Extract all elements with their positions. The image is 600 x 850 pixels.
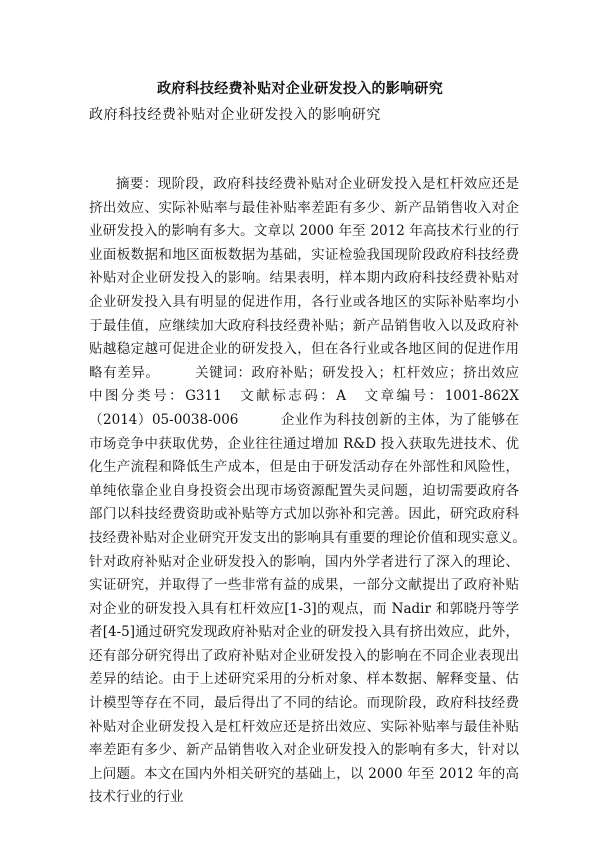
document-body: 摘要：现阶段，政府科技经费补贴对企业研发投入是杠杆效应还是挤出效应、实际补贴率与最佳补贴率差距有多少、新产品销售收入对企业研发投入的影响有多大。文章以 2000 年至 2012 年高技术行业的行业面板数据和地区面板数据为基础，实证检验我国现阶段政府科技经费补贴对企业研发投入的影响。结果表明，样本期内政府科技经费补贴对企业研发投入具有明显的促进作用，各行业或各地区的实际补贴率均小于最佳值，应继续加大政府科技经费补贴；新产品销售收入以及政府补贴越稳定越可促进企业的研发投入，但在各行业或各地区间的促进作用略有差异。 关键词：政府补贴；研发投入；杠杆效应；挤出效应 中图分类号：G311 文献标志码：A 文章编号：1001-862X（2014）05-0038-006 企业作为科技创新的主体，为了能够在市场竞争中获取优势，企业往往通过增加 R&D 投入获取先进技术、优化生产流程和降低生产成本，但是由于研发活动存在外部性和风险性，单纯依靠企业自身投资会出现市场资源配置失灵问题，迫切需要政府各部门以科技经费资助或补贴等方式加以弥补和完善。因此，研究政府科技经费补贴对企业研究开发支出的影响具有重要的理论价值和现实意义。 针对政府补贴对企业研发投入的影响，国内外学者进行了深入的理论、实证研究，并取得了一些非常有益的成果，一部分文献提出了政府补贴对企业的研发投入具有杠杆效应[1-3]的观点，而 Nadir 和郭晓丹等学者[4-5]通过研究发现政府补贴对企业的研发投入具有挤出效应，此外，还有部分研究得出了政府补贴对企业研发投入的影响在不同企业表现出差异的结论。由于上述研究采用的分析对象、样本数据、解释变量、估计模型等存在不同，最后得出了不同的结论。而现阶段，政府科技经费补贴对企业研发投入是杠杆效应还是挤出效应、实际补贴率与最佳补贴率差距有多少、新产品销售收入对企业研发投入的影响有多大，针对以上问题。本文在国内外相关研究的基础上，以 2000 年至 2012 年的高技术行业的行业 (89, 176, 560, 806)
document-title: 政府科技经费补贴对企业研发投入的影响研究 (157, 81, 443, 97)
document-subtitle: 政府科技经费补贴对企业研发投入的影响研究 (89, 107, 381, 123)
